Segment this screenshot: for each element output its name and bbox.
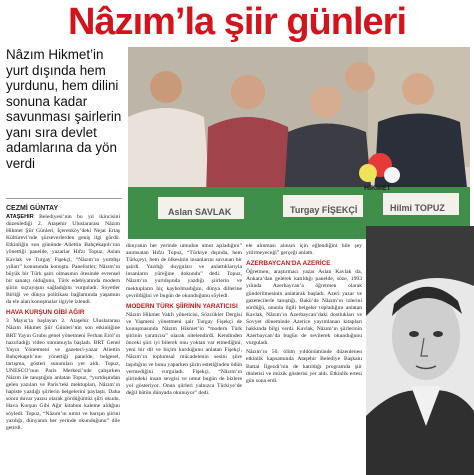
panel-photo — [128, 47, 470, 239]
name-plate-1: Aslan SAVLAK — [168, 207, 232, 217]
headline: Nâzım’la şiir günleri — [68, 0, 406, 43]
byline: CEZMİ GÜNTAY — [6, 205, 59, 212]
col2-paragraph-2: Nâzım Hikmet Vakfı yöneticisi, Sözcükler Dergisi ve Yaşmeni yönetmeni şair Turgay Fişekçi de konuşmasında Nâzım Hikmet’in “modern Türk şiirinin yaratıcısı” olarak nitelendirdi. Kendinden önceki şiiri iyi bilerek onu yoktan var etmediğini, yeni bir dil ve biçim kurduğunu anlatan Fişekçi, Nâzım’ın toplumsal mücadelenin sesini şiire taşıdığını ve bunu yaparken şiirin estetiğinden ödün vermediğini vurguladı. Fişekçi, “Nâzım’ın şiirindeki insan sevgisi ve umut bugün de bizlere yol gösteriyor. Onun şiirleri yalnızca Türkiye’de değil bütün dünyada okunuyor” dedi. — [126, 311, 242, 396]
subheading-1: HAVA KURŞUN GİBİ AĞIR — [6, 309, 85, 317]
col1-paragraph-2: 3 Mayıs’ta başlayan 2. Ataşehir Uluslararası Nâzım Hikmet Şiir Günleri’nin son etkinliğine BRT Yayın Grubu genel yönetmeni Ferhan Erol’ın hazırladığı video sunumuyla başladı. BRT Genel Yayın Yönetmeni ve gazeteci-yazar Aliettin Bahçekapılı’nın yönettiği panelde, belgesel, tartışma, gösteri sunumları yer aldı. Topuz, UNESCO’nun Paris Merkezi’nde çalışırken Nâzım ile tanıştığını anlatan Topuz, “yurtdışından gelen yazıları ve Paris’teki mektupları, Nâzım’ın hapiste yazdığı şiirlerin belgelerini paylaştı. Daha sonra duvar yazısı olarak gördüğümüz şiiri okudu. Hava Kurşun Gibi Ağır kitabını kaleme aldığını söyledi. Topuz, “Nâzım’ın umut ve barışın şiirini yazdığı, dünyanın her yerinde okunduğunu” dile getirdi. — [6, 318, 120, 431]
name-plate-2: Turgay FİŞEKÇİ — [290, 205, 358, 215]
subheading-3: AZERBAYCAN’DA AZERİCE — [246, 260, 331, 268]
col1-paragraph-1: Belediyesi’nin bu yıl ikincisini düzenlediği 2. Ataşehir Uluslararası Nâzım Hikmet Şiir Günleri, İçerenköy’deki Nejat Ertaş Kültürevi’nde şiirseverlerden geniş ilgi gördü. Etkinliğin son gününde Aliettin Bahçekapılı’nın yönettiği panelde, yazarlar Hıfzı Topuz, Aslan Kavlak ve Turgay Fişekçi, “Nâzım’ın yurtdışı yılları” konusunda konuştu. Panelistler, Nâzım’ın büyük bir Türk şairi olmasının ötesinde evrensel bir sanatçı olduğunu, Türk edebiyatında modern şiirin sıçrayışını sağladığını vurguladı. Soyetler Birliği ve dünya politikası bağlamında yaşamını da ele alan konuşmalar ilgiyle izlendi. — [6, 214, 120, 306]
portrait-illustration — [366, 226, 474, 475]
name-plate-3: Hilmi TOPUZ — [390, 203, 445, 213]
col3-paragraph-2: Öğretmen, araştırmacı yazar Aslan Kavlak da, Ankara’dan gelerek katıldığı panelde, söze, 1993 yılında Azerbaycan’a öğretmen olarak gönderilmesinin anlatarak başladı. Azeri yazar ve gazetecilerle tanıştığı, Bakü’de Nâzım’ın izlerini sürdüğü, onunla ilgili belgeler topladığını anlatan Kavlak, Nâzım’ın Azerbaycan’daki dostlukları ve Sovyet döneminde Azerice yayımlanan kitapları hakkında bilgi verdi. Kavlak, Nâzım’ın şiirlerinin Azerbaycan’da bugün de sevilerek okunduğunu vurguladı. — [246, 269, 362, 347]
col3-paragraph-1: ele alınması alınsın için eğlendiğini bile şey yitirmeyeceği” gerçeği anlattı. — [246, 243, 362, 257]
dateline: ATAŞEHİR — [6, 214, 34, 220]
subheading-2: MODERN TÜRK ŞİİRİNİN YARATICISI — [126, 302, 238, 310]
column-1 — [6, 214, 120, 475]
photo-cap-text: HİKMET — [364, 185, 391, 192]
col3-paragraph-3: Nâzım’ın 50. ölüm yıldönümünde düzenlenen etkinlik kapsamında Ataşehir Belediye Başkanı Battal İlgezdi’nin de katıldığı programda şiir dinletisi ve müzik gösterisi yer aldı. Etkinlik ertesi gün sona erdi. — [246, 349, 362, 384]
col2-paragraph-1: dünyanın her yerinde umudun umut aşıladığını” anımsatan Hıfzı Topuz, “Türkiye dışında, hem Türkçeyi, hem de ülkesinin insanlarını savunan bir şairdi. Yazdığı duyguları ve anlattıklarıyla insanların yüreğine dokundu” dedi. Topuz, Nâzım’ın yurtdışında yazdığı şiirlerin ve mektupların hiç kaybolmadığını, dünya dillerine çevrildiğini ve bugün de okunduğunu söyledi. — [126, 243, 242, 299]
divider — [6, 198, 122, 199]
column-3 — [246, 243, 362, 475]
deck-text: Nâzım Hikmet’in yurt dışında hem yurdunu, hem dilini sonuna kadar savunması şairlerin yanı sıra devlet adamlarına da yön verdi — [6, 47, 122, 171]
column-2 — [126, 243, 242, 475]
nazim-portrait-photo — [366, 226, 474, 475]
